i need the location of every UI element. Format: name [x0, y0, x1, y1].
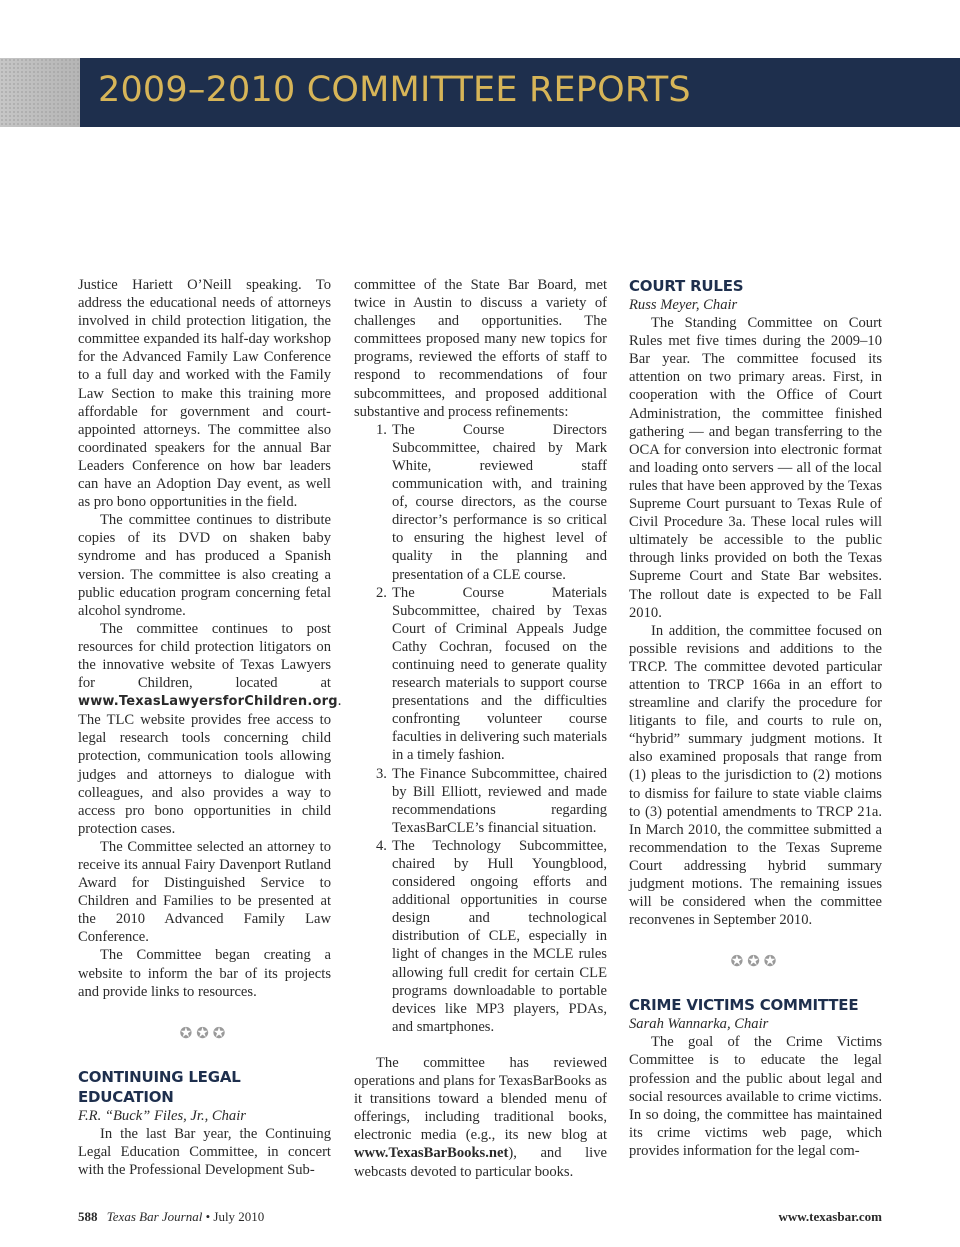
list-item-text: The Course Materials Subcommittee, chaired by Texas Court of Criminal Appeals Judge Cathy Cochran, focused on the continuing need to generate quality research materials to support course presentations and the difficulties confronting volunteer course faculties in delivering such materials in a timely fashion. — [392, 584, 607, 764]
column-2 — [354, 276, 607, 1181]
section-chair: Russ Meyer, Chair — [629, 297, 738, 313]
section-heading-cle: CONTINUING LEGAL EDUCATION — [78, 1067, 241, 1106]
page-title: 2009–2010 COMMITTEE REPORTS — [98, 70, 691, 110]
header-banner — [0, 58, 960, 127]
list-number: 1. — [376, 421, 387, 438]
texasbarbooks-link[interactable]: www.TexasBarBooks.net — [354, 1145, 509, 1162]
footer-left — [78, 1209, 264, 1225]
list-item-text: The Finance Subcommittee, chaired by Bill Elliott, reviewed and made recommendations regarding TexasBarCLE’s financial situation. — [392, 765, 607, 836]
paragraph: The Committee began creating a website to inform the bar of its projects and provide links to resources. — [78, 947, 331, 1000]
paragraph: In addition, the committee focused on possible revisions and additions to the TRCP. The committee devoted particular attention to TRCP 166a in an effort to streamline and clarify the procedure for litigants to file, and courts to rule on, “hybrid” summary judgment motions. It also examined proposals that range from (1) pleas to the jurisdiction to (2) motions to dismiss for failure to state viable claims to (3) potential amendments to TRCP 21a. In March 2010, the committee submitted a recommendation to the Texas Supreme Court addressing hybrid summary judgment motions. The remaining issues will be considered when the committee reconvenes in September 2010. — [629, 622, 882, 929]
section-divider-stars-icon: ✪✪✪ — [179, 1025, 230, 1042]
paragraph — [78, 620, 342, 838]
tlc-website-link[interactable]: www.TexasLawyersforChildren.org — [78, 694, 338, 710]
paragraph: The Committee selected an attorney to receive its annual Fairy Davenport Rutland Award for Distinguished Service to Children and Families to be presented at the 2010 Advanced Family Law Conference. — [78, 838, 331, 946]
paragraph-text: ), and live webcasts devoted to particular books. — [354, 1145, 607, 1180]
paragraph-text: The committee continues to post resources for child protection litigators on the innovative website of Texas Lawyers for Children, located at — [78, 620, 331, 692]
paragraph: The goal of the Crime Victims Committee is to educate the legal profession and the public about legal and social resources available to crime victims. In so doing, the committee has maintained its crime victims web page, which provides information for the legal com- — [629, 1034, 882, 1159]
section-chair: Sarah Wannarka, Chair — [629, 1016, 769, 1033]
list-number: 3. — [376, 765, 387, 782]
paragraph-text: The committee has reviewed operations and plans for TexasBarBooks as it transitions toward a blended menu of offerings, including traditional books, electronic media (e.g., its new blog at — [354, 1054, 607, 1144]
list-item-text: The Technology Subcommittee, chaired by Hull Youngblood, considered ongoing efforts and additional opportunities in course design and technological distribution of CLE, especially in light of changes in the MCLE rules allowing full credit for certain CLE programs downloadable to portable devices like MP3 players, PDAs, and smartphones. — [392, 837, 607, 1035]
paragraph: committee of the State Bar Board, met twice in Austin to discuss a variety of challenges and opportunities. The committees proposed many new topics for programs, reviewed the efforts of staff to respond to recommendations of four subcommittees, and proposed additional substantive and process refinements: — [354, 277, 607, 420]
paragraph: Justice Hariett O’Neill speaking. To address the educational needs of attorneys involved in child protection litigation, the committee expanded its half-day workshop for the Advanced Family Law Conference to a full day and worked with the Family Law Section to make this training more affordable for government and court-appointed attorneys. The committee also coordinated speakers for the annual Bar Leaders Conference on how bar leaders can have an Adoption Day event, as well as pro bono opportunities in the field. — [78, 277, 331, 511]
section-chair: F.R. “Buck” Files, Jr., Chair — [78, 1107, 246, 1124]
header-pattern-block — [0, 58, 80, 127]
column-1 — [78, 276, 342, 1179]
issue-date: July 2010 — [213, 1209, 265, 1224]
footer-separator: • — [205, 1209, 211, 1224]
paragraph: The committee continues to distribute copies of its DVD on shaken baby syndrome and has produced a Spanish version. The committee is also creating a public education program concerning fetal alcohol syndrome. — [78, 512, 331, 619]
paragraph — [354, 1054, 607, 1181]
list-item — [354, 584, 607, 765]
section-divider-stars-icon: ✪✪✪ — [730, 954, 781, 971]
list-item — [354, 765, 607, 837]
section-heading-court-rules: COURT RULES — [629, 277, 744, 295]
paragraph-text: . The TLC website provides free access to legal research tools concerning child protection, communication tools allowing judges and attorneys to dialogue with colleagues, and also provides a way to access pro bono opportunities in child protection cases. — [78, 693, 342, 837]
paragraph: In the last Bar year, the Continuing Legal Education Committee, in concert with the Professional Development Sub- — [78, 1125, 331, 1179]
paragraph: The Standing Committee on Court Rules met five times during the 2009–10 Bar year. The committee focused its attention on two primary areas. First, in cooperation with the Office of Court Administration, the committee finished gathering — and began transferring to the OCA for conversion into electronic format and loading onto servers — all of the local rules that have been approved by the Texas Supreme Court pursuant to Texas Rule of Civil Procedure 3a. These local rules will ultimately be accessible to the public through links provided on both the Texas Supreme Court and State Bar websites. The rollout date is expected to be Fall 2010. — [629, 315, 882, 621]
page-number: 588 — [78, 1209, 98, 1224]
list-item — [354, 837, 607, 1036]
subcommittee-list — [354, 421, 607, 1036]
list-number: 4. — [376, 837, 387, 854]
list-number: 2. — [376, 584, 387, 601]
footer-website-link[interactable]: www.texasbar.com — [778, 1209, 882, 1224]
section-heading-crime-victims: CRIME VICTIMS COMMITTEE — [629, 996, 859, 1015]
list-item-text: The Course Directors Subcommittee, chaired by Mark White, reviewed staff communication with, and training of, course directors, as the course director’s performance is so critical to ensuring the highest level of quality in the planning and presentation of a CLE course. — [392, 421, 607, 583]
column-3 — [629, 276, 882, 1160]
list-item — [354, 421, 607, 584]
journal-name: Texas Bar Journal — [106, 1209, 203, 1224]
